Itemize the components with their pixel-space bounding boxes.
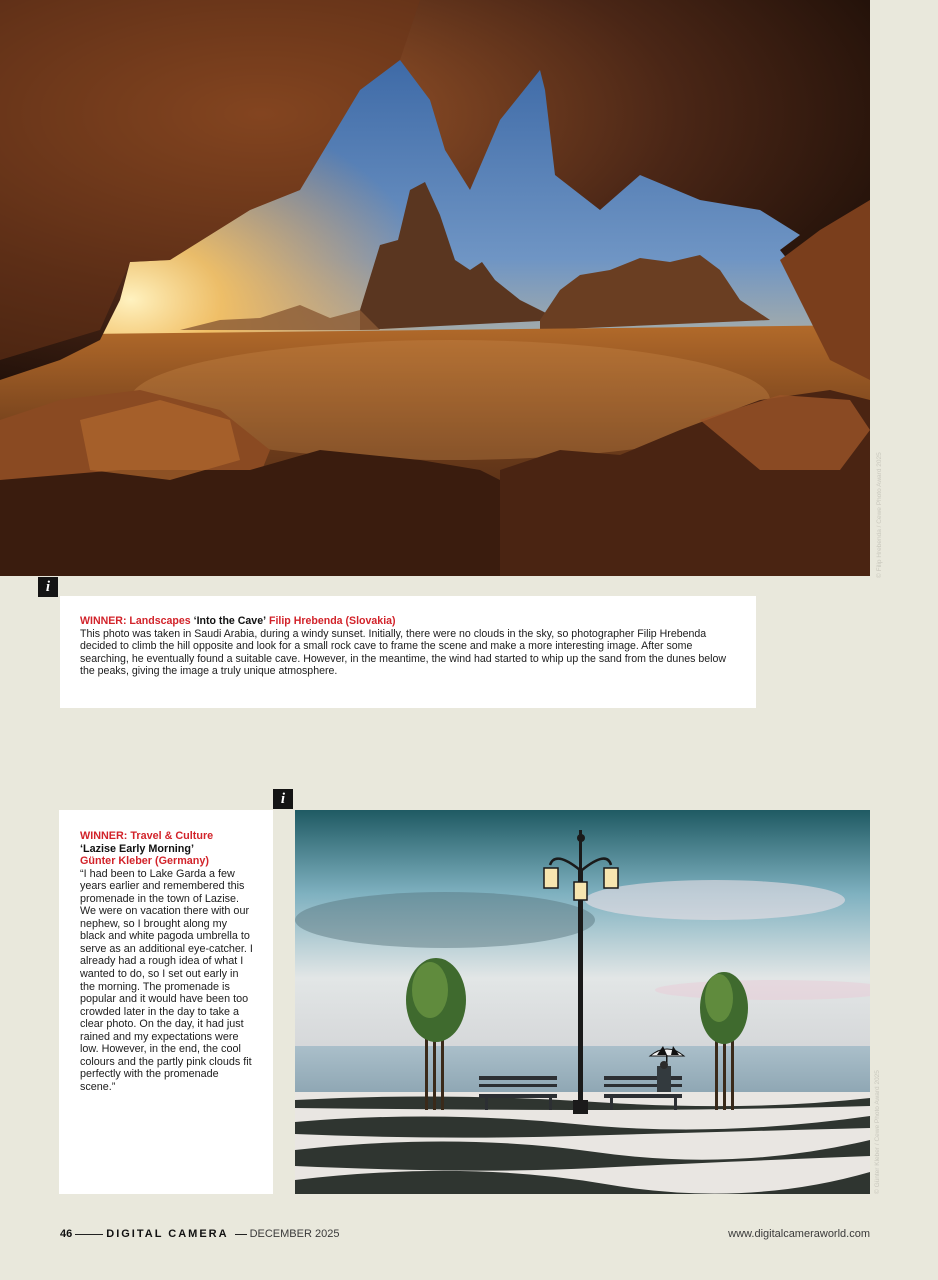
landscape-photo (0, 0, 870, 576)
cave-landscape-image (0, 0, 870, 576)
caption-category: WINNER: Travel & Culture (80, 830, 214, 842)
info-icon: i (273, 789, 293, 809)
photo-credit-2: © Günter Kleber / Cewe Photo Award 2025 (874, 1070, 881, 1194)
caption-title: ‘Lazise Early Morning’ (80, 842, 194, 855)
caption-author: Günter Kleber (Germany) (80, 855, 209, 868)
travel-caption (59, 810, 273, 1194)
caption-title: ‘Into the Cave’ (193, 615, 267, 627)
footer-rule (235, 1234, 247, 1235)
caption-body: This photo was taken in Saudi Arabia, during a windy sunset. Initially, there were no clouds in the sky, so photographer Filip Hrebenda decided to climb the hill opposite and look for a small rock cave to frame the scene and make a more interesting image. After some searching, he eventually found a suitable cave. However, in the meantime, the wind had started to whip up the sand from the dunes below the peaks, giving the image a truly unique atmosphere. (80, 627, 727, 678)
photo-credit-1: © Filip Hrebenda / Cewe Photo Award 2025 (876, 452, 883, 578)
footer-publication (60, 1228, 339, 1240)
info-icon: i (38, 577, 58, 597)
promenade-photo (295, 810, 870, 1194)
travel-caption-text (80, 830, 253, 1093)
footer-rule (75, 1234, 103, 1235)
landscape-caption-text (80, 615, 736, 678)
caption-author: Filip Hrebenda (Slovakia) (268, 615, 396, 627)
landscape-caption (60, 596, 756, 708)
page-number: 46 (60, 1228, 73, 1240)
caption-body: “I had been to Lake Garda a few years earlier and remembered this promenade in the town of Lazise. We were on vacation there with our nephew, so I brought along my black and white pagoda umbrella to serve as an additional eye-catcher. I already had a rough idea of what I wanted to do, so I set out early in the morning. The promenade is popular and it would have been too crowded later in the day to take a clear photo. On the day, it had just rained and my expectations were low. However, in the end, the cool colours and the partly pink clouds fit perfectly with the promenade scene.” (80, 867, 253, 1093)
caption-category: WINNER: Landscapes (80, 615, 191, 627)
promenade-image (295, 810, 870, 1194)
magazine-name: DIGITAL CAMERA (106, 1228, 229, 1240)
issue-date: DECEMBER 2025 (249, 1228, 340, 1240)
website-link[interactable]: www.digitalcameraworld.com (728, 1228, 870, 1240)
